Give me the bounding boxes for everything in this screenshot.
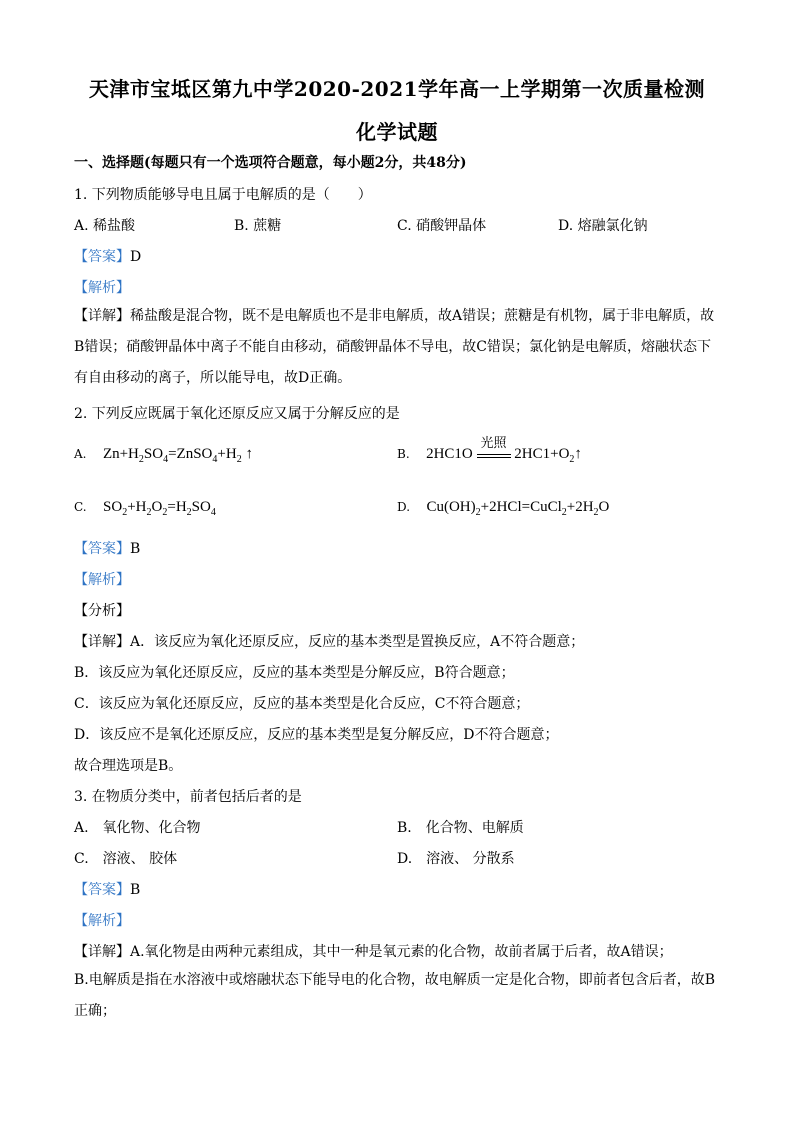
- q2-detail-line-4: D．该反应不是氧化还原反应，反应的基本类型是复分解反应，D不符合题意；: [74, 727, 559, 743]
- q2-option-a: A. $Zn+H_2SO_4=ZnSO_4+H_2$ ↑: [74, 446, 253, 465]
- q2-answer: [74, 538, 724, 558]
- q1-option-c: C. 硝酸钾晶体: [397, 218, 487, 234]
- q1-answer: [74, 246, 724, 266]
- q2-option-d: D. $Cu(OH)_2+2HCl=CuCl_2+2H_2O$: [397, 499, 610, 518]
- q2-analysis2-tag: 【分析】: [74, 603, 130, 619]
- q3-analysis-tag: 【解析】: [74, 913, 130, 929]
- section-heading: 一、选择题(每题只有一个选项符合题意，每小题2分，共48分): [74, 155, 467, 171]
- answer-value: D: [130, 249, 142, 265]
- q3-option-d: D. 溶液、 分散系: [397, 851, 515, 867]
- q3-option-a: A. 氧化物、化合物: [74, 820, 201, 836]
- q2-detail-line-3: C．该反应为氧化还原反应，反应的基本类型是化合反应，C不符合题意；: [74, 696, 530, 712]
- q2-option-a-formula: $Zn+H_2SO_4=ZnSO_4+H_2$ ↑: [102, 446, 253, 465]
- reaction-condition: 光照: [477, 450, 511, 458]
- answer-tag: 【答案】: [74, 541, 130, 557]
- q1-detail: 【详解】稀盐酸是混合物，既不是电解质也不是非电解质，故A错误；蔗糖是有机物，属于非电解质，故B错误；硝酸钾晶体中离子不能自由移动，硝酸钾晶体不导电，故C错误；氯化钠是电解质，熔融状态下有自由移动的离子，所以能导电，故D正确。: [74, 308, 715, 386]
- q3-option-c: C. 溶液、 胶体: [74, 851, 178, 867]
- q2-detail-line-2: B．该反应为氧化还原反应，反应的基本类型是分解反应，B符合题意；: [74, 665, 515, 681]
- q2-option-b: B. 2HC1O 光照 $2HC1+O_2↑$: [397, 435, 582, 465]
- q2-stem: 2. 下列反应既属于氧化还原反应又属于分解反应的是: [74, 406, 400, 422]
- q1-option-b: B. 蔗糖: [234, 218, 282, 234]
- q1-option-a: A. 稀盐酸: [74, 218, 136, 234]
- q2-option-b-formula: 2HC1O 光照 $2HC1+O_2↑$: [426, 435, 582, 465]
- q2-detail-line-1: 【详解】A．该反应为氧化还原反应，反应的基本类型是置换反应，A不符合题意；: [74, 634, 585, 650]
- exam-subject-title: 化学试题: [356, 120, 438, 144]
- answer-value: B: [130, 882, 141, 898]
- q1-analysis-tag: 【解析】: [74, 280, 130, 296]
- q2-option-c: C. $SO_2+H_2O_2=H_2SO_4$: [74, 499, 216, 518]
- q3-detail-line-2: B.电解质是指在水溶液中或熔融状态下能导电的化合物，故电解质一定是化合物，即前者包含后者，故B正确；: [74, 972, 716, 1019]
- answer-value: B: [130, 541, 141, 557]
- q1-stem: 1. 下列物质能够导电且属于电解质的是（ ）: [74, 187, 372, 203]
- exam-title: 天津市宝坻区第九中学2020-2021学年高一上学期第一次质量检测: [88, 77, 706, 101]
- q2-option-c-formula: $SO_2+H_2O_2=H_2SO_4$: [103, 499, 216, 518]
- answer-tag: 【答案】: [74, 882, 130, 898]
- q2-option-d-formula: $Cu(OH)_2+2HCl=CuCl_2+2H_2O$: [426, 499, 610, 518]
- q2-detail-line-5: 故合理选项是B。: [74, 758, 183, 774]
- q2-analysis-tag: 【解析】: [74, 572, 130, 588]
- q3-stem: 3. 在物质分类中，前者包括后者的是: [74, 789, 302, 805]
- q3-option-b: B. 化合物、电解质: [397, 820, 524, 836]
- answer-tag: 【答案】: [74, 249, 130, 265]
- q3-detail-line-1: 【详解】A.氧化物是由两种元素组成，其中一种是氧元素的化合物，故前者属于后者，故A错误；: [74, 944, 673, 960]
- q3-answer: [74, 879, 724, 899]
- q1-option-d: D. 熔融氯化钠: [558, 218, 648, 234]
